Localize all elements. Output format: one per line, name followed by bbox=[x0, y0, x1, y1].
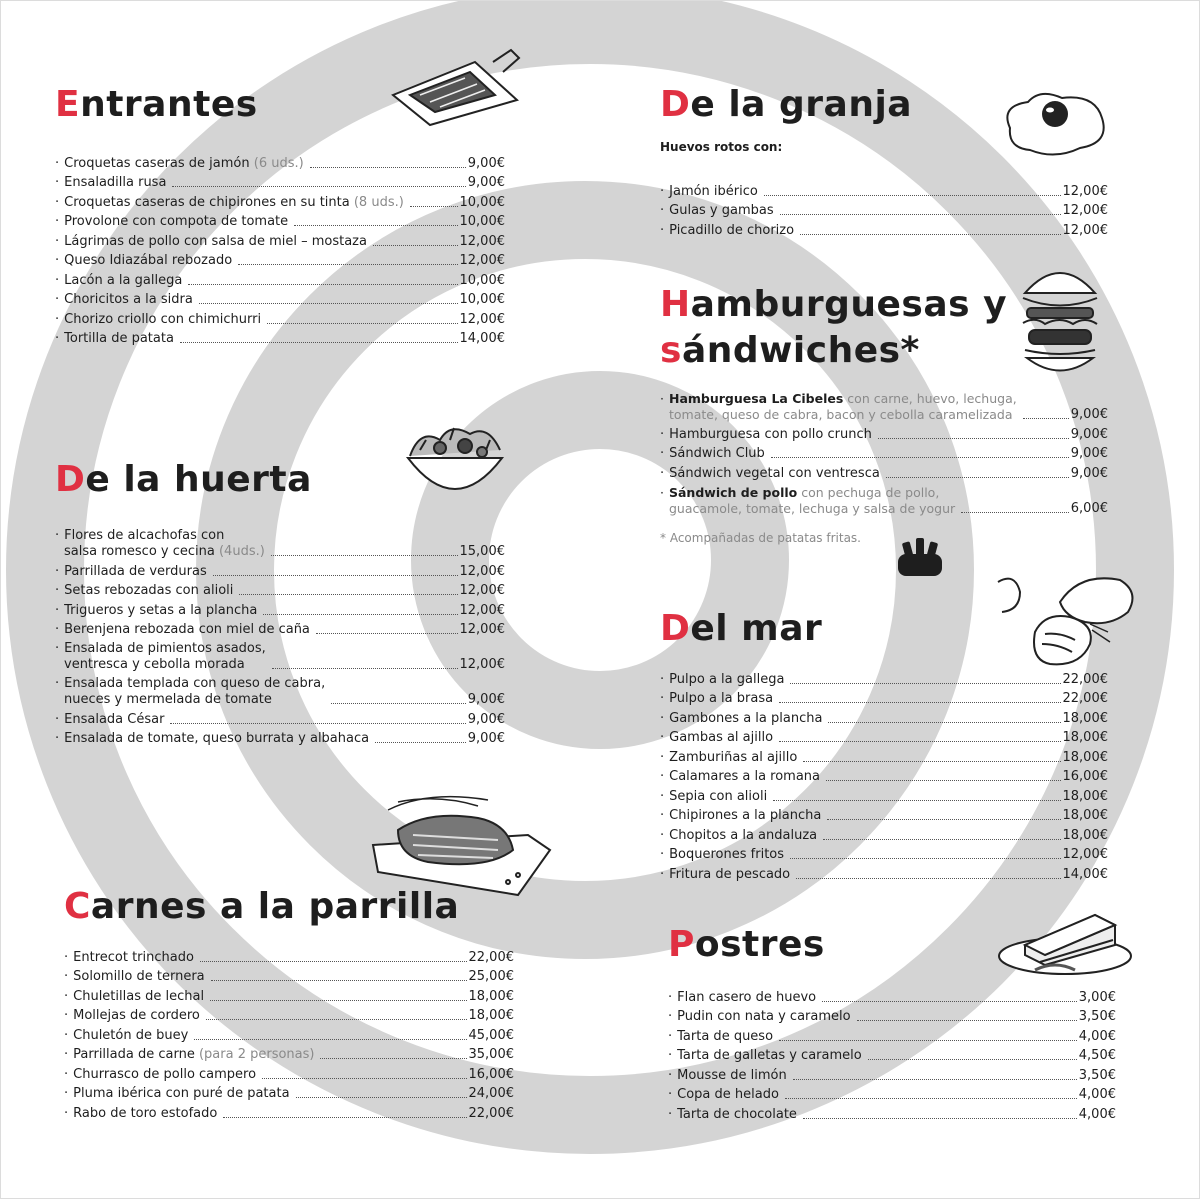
menu-item: · Picadillo de chorizo 12,00€ bbox=[660, 222, 1108, 238]
menu-item: · Sándwich vegetal con ventresca 9,00€ bbox=[660, 465, 1108, 481]
menu-item: · Berenjena rebozada con miel de caña 12,00€ bbox=[55, 622, 505, 637]
menu-item: · Chipirones a la plancha 18,00€ bbox=[660, 808, 1108, 823]
menu-item: · Croquetas caseras de jamón (6 uds.) 9,00€ bbox=[55, 155, 505, 171]
menu-item: · Rabo de toro estofado 22,00€ bbox=[64, 1105, 514, 1121]
burger-icon bbox=[1015, 258, 1105, 388]
menu-item: · Fritura de pescado 14,00€ bbox=[660, 866, 1108, 882]
menu-item: · Tarta de galletas y caramelo 4,50€ bbox=[668, 1048, 1116, 1063]
menu-item: · Chuletillas de lechal 18,00€ bbox=[64, 988, 514, 1004]
menu-item: · Provolone con compota de tomate 10,00€ bbox=[55, 214, 505, 229]
menu-item: · Ensalada de pimientos asados, ventresca y cebolla morada 12,00€ bbox=[55, 641, 505, 672]
menu-item: · Setas rebozadas con alioli 12,00€ bbox=[55, 583, 505, 598]
menu-item: · Gambas al ajillo 18,00€ bbox=[660, 730, 1108, 745]
menu-item: · Chorizo criollo con chimichurri 12,00€ bbox=[55, 311, 505, 327]
menu-list bbox=[660, 388, 1108, 517]
menu-item: · Ensalada César 9,00€ bbox=[55, 711, 505, 727]
menu-item: · Flan casero de huevo 3,00€ bbox=[668, 989, 1116, 1005]
menu-list bbox=[660, 668, 1108, 883]
menu-item: · Chopitos a la andaluza 18,00€ bbox=[660, 827, 1108, 843]
cheesecake-icon bbox=[995, 900, 1140, 980]
menu-item: · Solomillo de ternera 25,00€ bbox=[64, 969, 514, 984]
menu-list bbox=[660, 180, 1108, 239]
menu-item: · Mollejas de cordero 18,00€ bbox=[64, 1008, 514, 1023]
salad-bowl-icon bbox=[400, 420, 510, 500]
section-title: De la huerta bbox=[55, 459, 312, 500]
menu-item: · Choricitos a la sidra 10,00€ bbox=[55, 292, 505, 307]
menu-list bbox=[55, 525, 505, 747]
menu-item: · Churrasco de pollo campero 16,00€ bbox=[64, 1066, 514, 1082]
menu-item: · Ensalada de tomate, queso burrata y albahaca 9,00€ bbox=[55, 731, 505, 746]
section-title-line2: sándwiches* bbox=[660, 330, 920, 371]
seafood-icon bbox=[990, 572, 1140, 672]
granja-subheading: Huevos rotos con: bbox=[660, 140, 783, 154]
fried-egg-icon bbox=[1000, 88, 1110, 160]
grilled-steak-icon bbox=[368, 790, 558, 900]
menu-item: · Lacón a la gallega 10,00€ bbox=[55, 272, 505, 288]
menu-item: · Parrillada de verduras 12,00€ bbox=[55, 563, 505, 579]
menu-item: · Hamburguesa con pollo crunch 9,00€ bbox=[660, 426, 1108, 442]
menu-item: · Jamón ibérico 12,00€ bbox=[660, 183, 1108, 199]
menu-item: · Zamburiñas al ajillo 18,00€ bbox=[660, 749, 1108, 765]
menu-item: · Mousse de limón 3,50€ bbox=[668, 1067, 1116, 1083]
menu-item: · Ensaladilla rusa 9,00€ bbox=[55, 175, 505, 190]
section-title: Hamburguesas y bbox=[660, 284, 1008, 325]
menu-item: · Pluma ibérica con puré de patata 24,00€ bbox=[64, 1086, 514, 1101]
menu-item: · Pulpo a la gallega 22,00€ bbox=[660, 671, 1108, 687]
fries-icon bbox=[890, 534, 954, 582]
section-title: Del mar bbox=[660, 608, 823, 649]
menu-item: · Pulpo a la brasa 22,00€ bbox=[660, 691, 1108, 706]
menu-item: · Croquetas caseras de chipirones en su tinta (8 uds.) 10,00€ bbox=[55, 194, 505, 210]
menu-item: · Gambones a la plancha 18,00€ bbox=[660, 710, 1108, 726]
menu-item: · Calamares a la romana 16,00€ bbox=[660, 769, 1108, 784]
menu-item: · Sándwich de pollo con pechuga de pollo, guacamole, tomate, lechuga y salsa de yogur 6,00€ bbox=[660, 484, 1108, 516]
menu-item: · Queso Idiazábal rebozado 12,00€ bbox=[55, 253, 505, 268]
section-title: De la granja bbox=[660, 84, 913, 125]
menu-item: · Lágrimas de pollo con salsa de miel – mostaza 12,00€ bbox=[55, 233, 505, 249]
menu-item: · Parrillada de carne (para 2 personas) 35,00€ bbox=[64, 1047, 514, 1062]
menu-item: · Tarta de queso 4,00€ bbox=[668, 1028, 1116, 1044]
menu-item: · Pudin con nata y caramelo 3,50€ bbox=[668, 1009, 1116, 1024]
cutting-board-icon bbox=[385, 40, 525, 130]
menu-item: · Gulas y gambas 12,00€ bbox=[660, 203, 1108, 218]
menu-item: · Entrecot trinchado 22,00€ bbox=[64, 949, 514, 965]
menu-item: · Hamburguesa La Cibeles con carne, huevo, lechuga, tomate, queso de cabra, bacon y cebolla caramelizada 9,00€ bbox=[660, 391, 1108, 422]
menu-item: · Tortilla de patata 14,00€ bbox=[55, 331, 505, 346]
menu-item: · Trigueros y setas a la plancha 12,00€ bbox=[55, 602, 505, 618]
menu-list bbox=[64, 946, 514, 1122]
menu-list bbox=[55, 152, 505, 347]
section-title: Postres bbox=[668, 924, 825, 965]
menu-item: · Flores de alcachofas con salsa romesco y cecina (4uds.) 15,00€ bbox=[55, 528, 505, 559]
section-title: Carnes a la parrilla bbox=[64, 886, 460, 927]
footnote: * Acompañadas de patatas fritas. bbox=[660, 530, 861, 545]
menu-item: · Boquerones fritos 12,00€ bbox=[660, 847, 1108, 862]
section-huerta bbox=[55, 457, 505, 747]
menu-item: · Copa de helado 4,00€ bbox=[668, 1087, 1116, 1102]
menu-item: · Sándwich Club 9,00€ bbox=[660, 446, 1108, 461]
menu-item: · Ensalada templada con queso de cabra, nueces y mermelada de tomate 9,00€ bbox=[55, 676, 505, 707]
menu-item: · Chuletón de buey 45,00€ bbox=[64, 1027, 514, 1043]
menu-item: · Tarta de chocolate 4,00€ bbox=[668, 1106, 1116, 1122]
menu-item: · Sepia con alioli 18,00€ bbox=[660, 788, 1108, 804]
menu-list bbox=[668, 986, 1116, 1123]
section-title: Entrantes bbox=[55, 84, 258, 125]
section-carnes bbox=[64, 884, 514, 1122]
